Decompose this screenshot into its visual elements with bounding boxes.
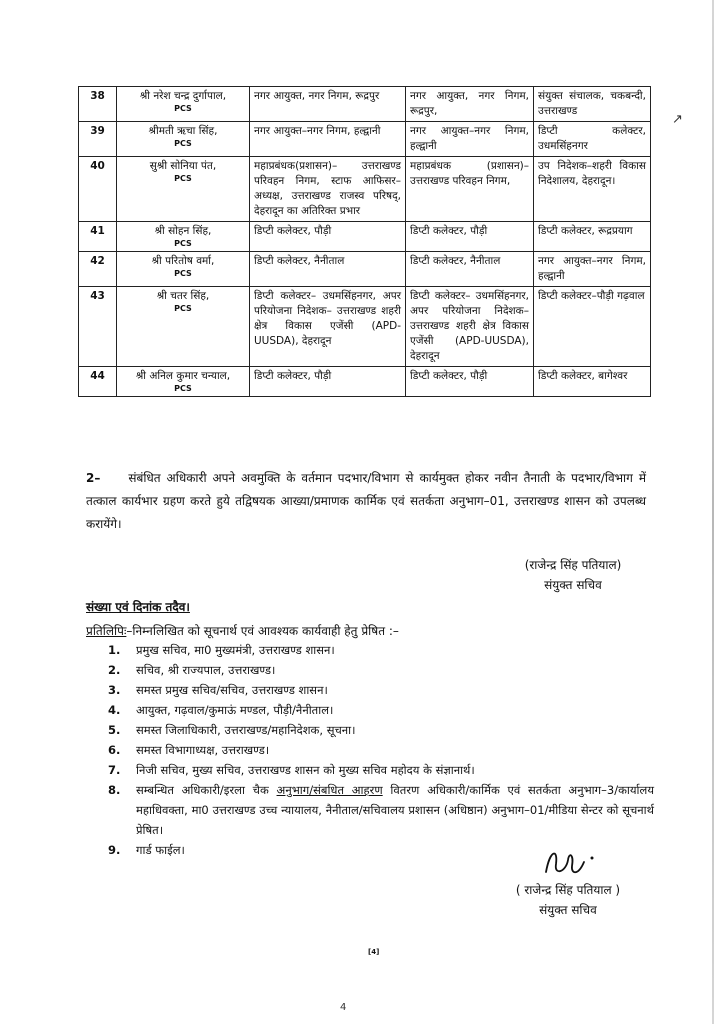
copy-to-heading xyxy=(86,622,399,639)
list-item: 4. आयुक्त, गढ़वाल/कुमाऊं मण्डल, पौड़ी/नैनीताल। xyxy=(108,703,334,717)
list-item: 9. गार्ड फाईल। xyxy=(108,843,185,857)
current-post-cell: डिप्टी कलेक्टर– उधमसिंहनगर, अपर परियोजना निदेशक– उत्तराखण्ड शहरी क्षेत्र विकास एजेंसी (APD-UUSDA), देहरादून xyxy=(406,287,534,367)
new-post-cell: उप निदेशक–शहरी विकास निदेशालय, देहरादून। xyxy=(534,157,651,222)
officer-name-cell: श्री अनिल कुमार चन्याल, PCS xyxy=(117,367,250,397)
new-post-cell: डिप्टी कलेक्टर, बागेश्वर xyxy=(534,367,651,397)
copy-intro: –निम्नलिखित को सूचनार्थ एवं आवश्यक कार्यवाही हेतु प्रेषित :– xyxy=(126,624,399,638)
table-row xyxy=(79,222,651,252)
serial-number-cell: 43 xyxy=(79,287,117,367)
new-post-cell: संयुक्त संचालक, चकबन्दी, उत्तराखण्ड xyxy=(534,87,651,122)
from-post-cell: डिप्टी कलेक्टर, पौड़ी xyxy=(250,367,406,397)
list-item: 2. सचिव, श्री राज्यपाल, उत्तराखण्ड। xyxy=(108,663,276,677)
serial-number-cell: 42 xyxy=(79,252,117,287)
officer-name-cell: श्री सोहन सिंह, PCS xyxy=(117,222,250,252)
new-post-cell: नगर आयुक्त–नगर निगम, हल्द्वानी xyxy=(534,252,651,287)
paragraph-number: 2– xyxy=(86,471,101,485)
new-post-cell: डिप्टी कलेक्टर, रूद्रप्रयाग xyxy=(534,222,651,252)
from-post-cell: नगर आयुक्त–नगर निगम, हल्द्वानी xyxy=(250,122,406,157)
current-post-cell: नगर आयुक्त, नगर निगम, रूद्रपुर, xyxy=(406,87,534,122)
officer-name-cell: श्री नरेश चन्द्र दुर्गापाल, PCS xyxy=(117,87,250,122)
table-body xyxy=(79,87,651,397)
table-row xyxy=(79,122,651,157)
serial-number-cell: 40 xyxy=(79,157,117,222)
page-marker: [4] xyxy=(368,948,380,956)
from-post-cell: डिप्टी कलेक्टर– उधमसिंहनगर, अपर परियोजना निदेशक– उत्तराखण्ड शहरी क्षेत्र विकास एजेंसी (APD-UUSDA), देहरादून xyxy=(250,287,406,367)
page-number: 4 xyxy=(340,1002,347,1013)
underlined-section: अनुभाग/संबधित आहरण xyxy=(276,783,383,797)
new-post-cell: डिप्टी कलेक्टर, उधमसिंहनगर xyxy=(534,122,651,157)
margin-mark: ↗ xyxy=(672,112,683,127)
list-item: 6. समस्त विभागाध्यक्ष, उत्तराखण्ड। xyxy=(108,743,270,757)
current-post-cell: महाप्रबंधक (प्रशासन)– उत्तराखण्ड परिवहन निगम, xyxy=(406,157,534,222)
from-post-cell: नगर आयुक्त, नगर निगम, रूद्रपुर xyxy=(250,87,406,122)
scan-edge-line xyxy=(712,0,714,1024)
table-row xyxy=(79,287,651,367)
from-post-cell: डिप्टी कलेक्टर, पौड़ी xyxy=(250,222,406,252)
serial-number-cell: 41 xyxy=(79,222,117,252)
list-item: 8. सम्बन्धित अधिकारी/इरला चैक अनुभाग/संबधित आहरण वितरण अधिकारी/कार्मिक एवं सतर्कता अनुभाग–3/कार्यालय महाधिवक्ता, मा0 उत्तराखण्ड उच्च न्यायालय, नैनीताल/सचिवालय प्रशासन (अधिष्ठान) अनुभाग–01/मीडिया सेन्टर को सूचनार्थ प्रेषित। xyxy=(108,783,654,837)
serial-number-cell: 38 xyxy=(79,87,117,122)
instruction-paragraph xyxy=(86,467,646,536)
officer-name-cell: श्री चतर सिंह, PCS xyxy=(117,287,250,367)
list-item: 7. निजी सचिव, मुख्य सचिव, उत्तराखण्ड शासन को मुख्य सचिव महोदय के संज्ञानार्थ। xyxy=(108,763,475,777)
copy-label: प्रतिलिपिः xyxy=(86,624,127,638)
copy-to-list xyxy=(108,640,654,860)
table-row xyxy=(79,157,651,222)
signature-block-2 xyxy=(488,880,648,920)
list-item: 5. समस्त जिलाधिकारी, उत्तराखण्ड/महानिदेशक, सूचना। xyxy=(108,723,356,737)
officer-transfer-table xyxy=(78,86,651,397)
table-row xyxy=(79,252,651,287)
signatory-name: (राजेन्द्र सिंह पतियाल) xyxy=(524,558,622,572)
list-item: 1. प्रमुख सचिव, मा0 मुख्यमंत्री, उत्तराखण्ड शासन। xyxy=(108,643,335,657)
current-post-cell: डिप्टी कलेक्टर, पौड़ी xyxy=(406,222,534,252)
table-row xyxy=(79,87,651,122)
current-post-cell: नगर आयुक्त–नगर निगम, हल्द्वानी xyxy=(406,122,534,157)
paragraph-text: संबंधित अधिकारी अपने अवमुक्ति के वर्तमान पदभार/विभाग से कार्यमुक्त होकर नवीन तैनाती के पदभार/विभाग में तत्काल कार्यभार ग्रहण करते हुये तद्विषयक आख्या/प्रमाणक कार्मिक एवं सतर्कता अनुभाग–01, उत्तराखण्ड शासन को उपलब्ध करायेंगे। xyxy=(86,471,646,531)
signatory-name: ( राजेन्द्र सिंह पतियाल ) xyxy=(515,883,621,897)
new-post-cell: डिप्टी कलेक्टर–पौड़ी गढ़वाल xyxy=(534,287,651,367)
from-post-cell: महाप्रबंधक(प्रशासन)– उत्तराखण्ड परिवहन निगम, स्टाफ आफिसर–अध्यक्ष, उत्तराखण्ड राजस्व परिषद्, देहरादून का अतिरिक्त प्रभार xyxy=(250,157,406,222)
list-item: 3. समस्त प्रमुख सचिव/सचिव, उत्तराखण्ड शासन। xyxy=(108,683,328,697)
officer-name-cell: श्री परितोष वर्मा, PCS xyxy=(117,252,250,287)
reference-line: संख्या एवं दिनांक तदैव। xyxy=(86,600,190,614)
from-post-cell: डिप्टी कलेक्टर, नैनीताल xyxy=(250,252,406,287)
current-post-cell: डिप्टी कलेक्टर, पौड़ी xyxy=(406,367,534,397)
serial-number-cell: 44 xyxy=(79,367,117,397)
table-row xyxy=(79,367,651,397)
signatory-designation: संयुक्त सचिव xyxy=(544,578,602,592)
officer-name-cell: सुश्री सोनिया पंत, PCS xyxy=(117,157,250,222)
signatory-designation: संयुक्त सचिव xyxy=(539,903,597,917)
serial-number-cell: 39 xyxy=(79,122,117,157)
signature-block-1 xyxy=(498,555,648,595)
current-post-cell: डिप्टी कलेक्टर, नैनीताल xyxy=(406,252,534,287)
officer-name-cell: श्रीमती ऋचा सिंह, PCS xyxy=(117,122,250,157)
